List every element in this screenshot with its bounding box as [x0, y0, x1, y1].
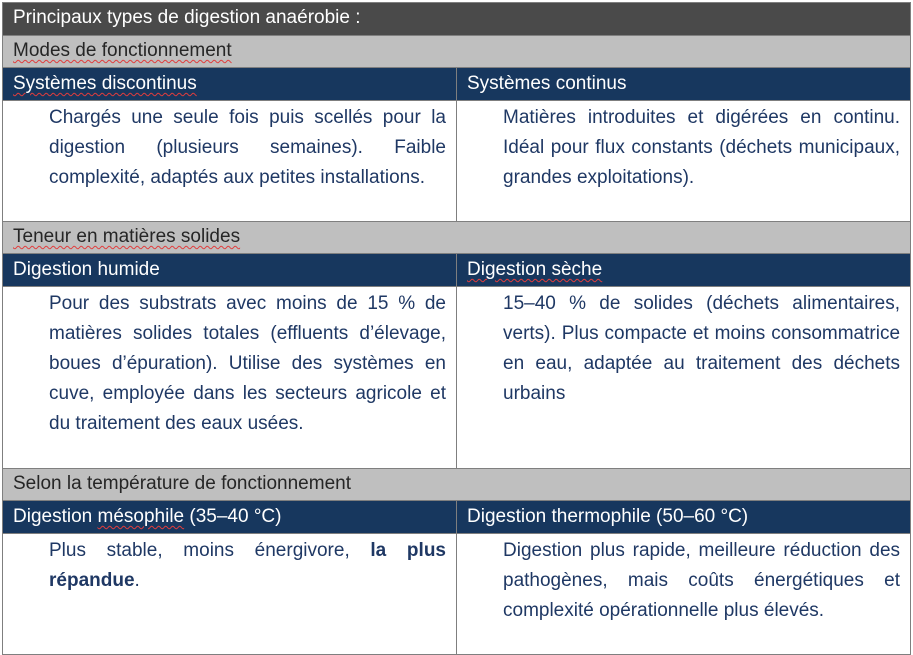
description-left: Chargés une seule fois puis scellés pour la digestion (plusieurs semaines). Faible complexité, adaptés aux petites installations.	[3, 101, 457, 222]
column-heading-left: Digestion humide	[3, 254, 457, 287]
body-row	[3, 534, 911, 655]
section-title-text: Teneur en matières solides	[13, 226, 241, 247]
heading-row	[3, 501, 911, 534]
heading-text: Digestion	[13, 506, 98, 527]
section-title	[3, 36, 911, 68]
heading-text: (35–40 °C)	[184, 506, 282, 527]
description-text-end: .	[134, 570, 140, 591]
heading-text: Digestion sèche	[467, 259, 603, 280]
body-row	[3, 287, 911, 469]
description-right: Matières introduites et digérées en continu. Idéal pour flux constants (déchets municipaux, grandes exploitations).	[457, 101, 911, 222]
description-text: Plus stable, moins énergivore,	[49, 540, 371, 561]
heading-text: Systèmes discontinus	[13, 73, 197, 94]
column-heading-left	[3, 68, 457, 101]
section-title	[3, 222, 911, 254]
description-left: Pour des substrats avec moins de 15 % de matières solides totales (effluents d’élevage, boues d’épuration). Utilise des systèmes en cuve, employée dans les secteurs agricole et du traitement des eaux usées.	[3, 287, 457, 469]
section-row-temperature	[3, 469, 911, 501]
description-emphasis: la plus répandue	[49, 540, 446, 591]
digestion-types-table	[2, 2, 911, 655]
heading-row	[3, 254, 911, 287]
description-right: Digestion plus rapide, meilleure réduction des pathogènes, mais coûts énergétiques et complexité opérationnelle plus élevés.	[457, 534, 911, 655]
heading-row	[3, 68, 911, 101]
description-right: 15–40 % de solides (déchets alimentaires, verts). Plus compacte et moins consommatrice en eau, adaptée au traitement des déchets urbains	[457, 287, 911, 469]
section-row-solids	[3, 222, 911, 254]
section-row-modes	[3, 36, 911, 68]
body-row	[3, 101, 911, 222]
table-title: Principaux types de digestion anaérobie :	[3, 3, 911, 36]
column-heading-right: Digestion thermophile (50–60 °C)	[457, 501, 911, 534]
heading-text-underlined: mésophile	[97, 506, 185, 527]
table-title-row	[3, 3, 911, 36]
section-title-text: Modes de fonctionnement	[13, 40, 232, 61]
section-title: Selon la température de fonctionnement	[3, 469, 911, 501]
description-left	[3, 534, 457, 655]
column-heading-left	[3, 501, 457, 534]
column-heading-right: Systèmes continus	[457, 68, 911, 101]
column-heading-right	[457, 254, 911, 287]
